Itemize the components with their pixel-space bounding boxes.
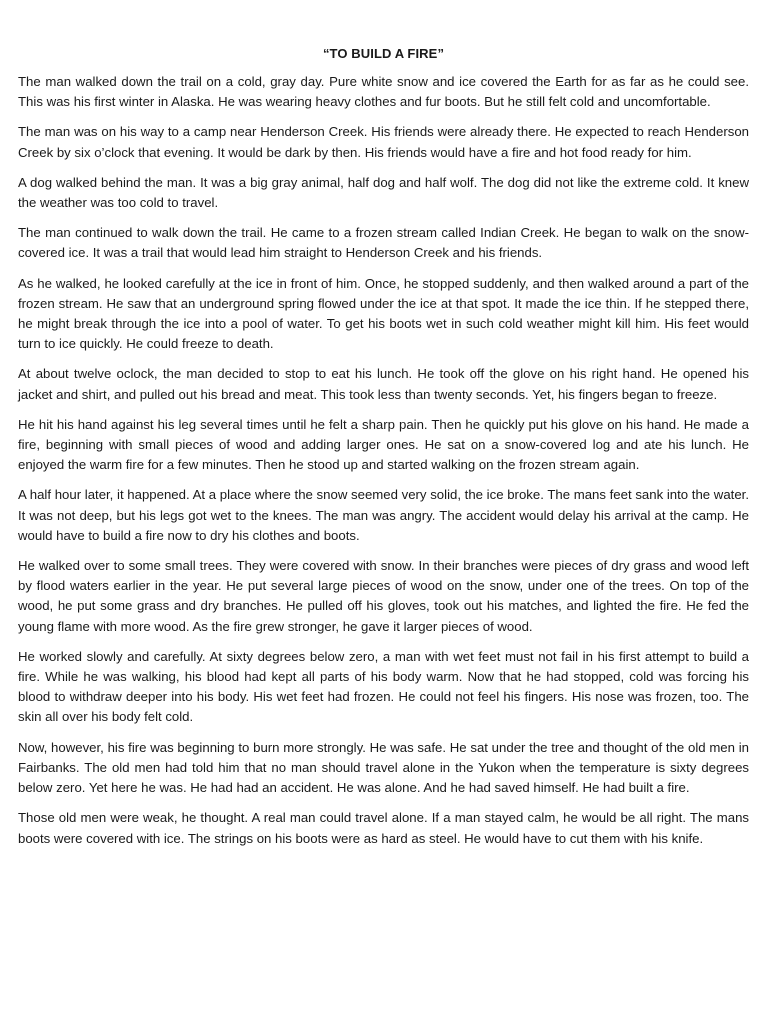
- paragraph-7: He hit his hand against his leg several times until he felt a sharp pain. Then he quickly put his glove on his hand. He made a fire, beginning with small pieces of wood and adding larger ones. He sat on a snow-covered log and ate his lunch. He enjoyed the warm fire for a few minutes. Then he stood up and started walking on the frozen stream again.: [18, 416, 749, 473]
- paragraph-8: A half hour later, it happened. At a place where the snow seemed very solid, the ice broke. The mans feet sank into the water. It was not deep, but his legs got wet to the knees. The man was angry. The accident would delay his arrival at the camp. He would have to build a fire now to dry his clothes and boots.: [18, 487, 749, 543]
- paragraph-9: He walked over to some small trees. They were covered with snow. In their branches were pieces of dry grass and wood left by flood waters earlier in the year. He put several large pieces of wood on the snow, under one of the trees. On top of the wood, he put some grass and dry branches. He pulled off his gloves, took out his matches, and lighted the fire. He fed the young flame with more wood. As the fire grew stronger, he gave it larger pieces of wood.: [18, 558, 749, 634]
- story-title: “TO BUILD A FIRE”: [322, 46, 445, 61]
- document-page: [18, 44, 749, 859]
- paragraph-3: A dog walked behind the man. It was a big gray animal, half dog and half wolf. The dog did not like the extreme cold. It knew the weather was too cold to travel.: [18, 174, 749, 211]
- paragraph-4: The man continued to walk down the trail. He came to a frozen stream called Indian Creek. He began to walk on the snow-covered ice. It was a trail that would lead him straight to Henderson Creek and his friends.: [18, 225, 749, 261]
- paragraph-10: He worked slowly and carefully. At sixty degrees below zero, a man with wet feet must not fail in his first attempt to build a fire. While he was walking, his blood had kept all parts of his body warm. Now that he had stopped, cold was forcing his blood to withdraw deeper into his body. His wet feet had frozen. He could not feel his fingers. His nose was frozen, too. The skin all over his body felt cold.: [18, 648, 749, 725]
- paragraph-12: Those old men were weak, he thought. A real man could travel alone. If a man stayed calm, he would be all right. The mans boots were covered with ice. The strings on his boots were as hard as steel. He would have to cut them with his knife.: [18, 810, 749, 846]
- paragraph-6: At about twelve oclock, the man decided to stop to eat his lunch. He took off the glove on his right hand. He opened his jacket and shirt, and pulled out his bread and meat. This took less than twenty seconds. Yet, his fingers began to freeze.: [18, 366, 749, 402]
- paragraph-11: Now, however, his fire was beginning to burn more strongly. He was safe. He sat under the tree and thought of the old men in Fairbanks. The old men had told him that no man should travel alone in the Yukon when the temperature is sixty degrees below zero. Yet here he was. He had had an accident. He was alone. And he had saved himself. He had built a fire.: [18, 739, 749, 796]
- paragraph-5: As he walked, he looked carefully at the ice in front of him. Once, he stopped suddenly, and then walked around a part of the frozen stream. He saw that an underground spring flowed under the ice at that spot. It made the ice thin. If he stepped there, he might break through the ice into a pool of water. To get his boots wet in such cold weather might kill him. His feet would turn to ice quickly. He could freeze to death.: [18, 275, 749, 352]
- paragraph-2: The man was on his way to a camp near Henderson Creek. His friends were already there. He expected to reach Henderson Creek by six o’clock that evening. It would be dark by then. His friends would have a fire and hot food ready for him.: [18, 124, 749, 160]
- paragraph-1: The man walked down the trail on a cold, gray day. Pure white snow and ice covered the Earth for as far as he could see. This was his first winter in Alaska. He was wearing heavy clothes and fur boots. But he still felt cold and uncomfortable.: [18, 74, 749, 110]
